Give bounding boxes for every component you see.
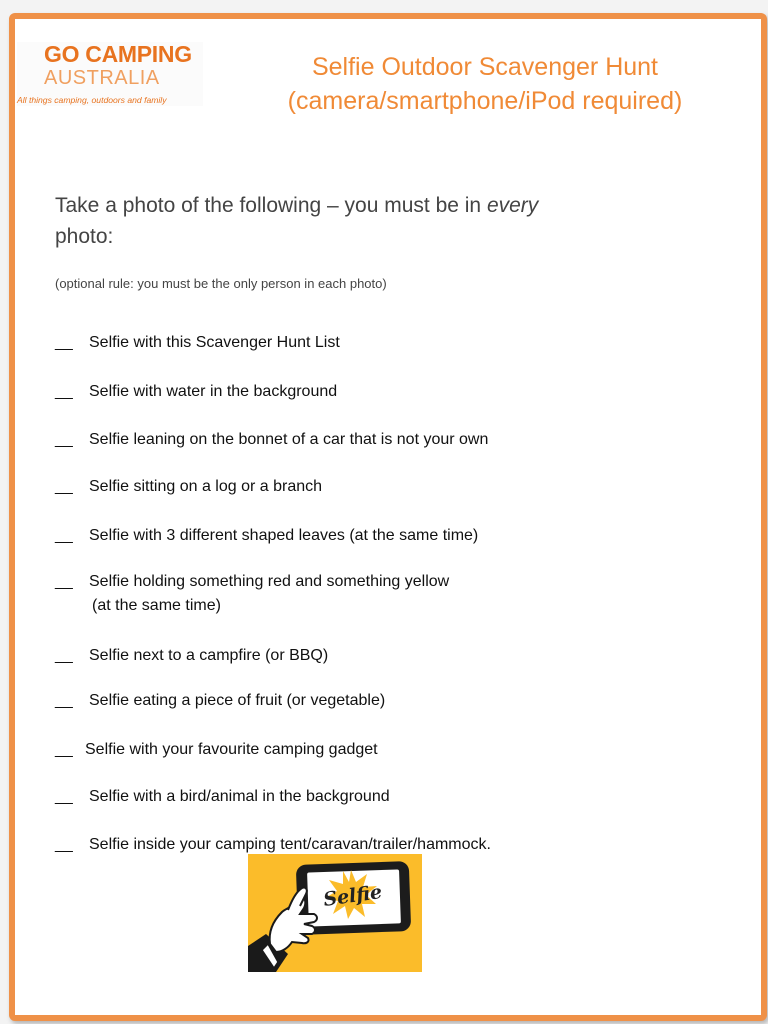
instruction-before: Take a photo of the following – you must be in <box>55 194 487 217</box>
checklist-blank: __ <box>55 741 73 758</box>
checklist-blank: __ <box>55 527 73 544</box>
checklist-blank: __ <box>55 431 73 448</box>
instruction-text <box>55 190 635 252</box>
title-line-2: (camera/smartphone/iPod required) <box>287 87 683 115</box>
checklist-blank: __ <box>55 383 73 400</box>
checklist-text: Selfie with a bird/animal in the background <box>89 788 390 805</box>
optional-rule: (optional rule: you must be the only person in each photo) <box>55 276 387 291</box>
logo-brand: GO CAMPING <box>44 41 192 67</box>
checklist-blank: __ <box>55 836 73 853</box>
checklist-text: Selfie with this Scavenger Hunt List <box>89 334 340 351</box>
checklist-text: Selfie holding something red and something yellow <box>89 573 450 590</box>
logo-brand-sub: AUSTRALIA <box>44 67 160 89</box>
checklist-blank: __ <box>55 478 73 495</box>
checklist-text: Selfie with 3 different shaped leaves (at the same time) <box>89 527 479 544</box>
instruction-after: photo: <box>55 225 114 248</box>
selfie-illustration <box>248 854 422 972</box>
checklist-blank: __ <box>55 647 73 664</box>
checklist-text: Selfie inside your camping tent/caravan/trailer/hammock. <box>89 836 491 853</box>
instruction-emphasis: every <box>486 194 539 217</box>
checklist-text: Selfie sitting on a log or a branch <box>89 478 323 495</box>
title-line-1: Selfie Outdoor Scavenger Hunt <box>311 53 659 81</box>
logo <box>17 42 203 106</box>
checklist-blank: __ <box>55 692 73 709</box>
screen-text: Selfie <box>322 881 384 912</box>
checklist-blank: __ <box>55 573 73 590</box>
page-title <box>265 50 705 118</box>
logo-tagline: All things camping, outdoors and family <box>17 95 167 105</box>
checklist-text: Selfie next to a campfire (or BBQ) <box>89 647 329 664</box>
checklist-text: Selfie leaning on the bonnet of a car that is not your own <box>89 431 489 448</box>
hand-holding-phone-icon <box>248 854 422 972</box>
checklist-blank: __ <box>55 334 73 351</box>
checklist-text: Selfie eating a piece of fruit (or vegetable) <box>89 692 386 709</box>
checklist-text-continued: (at the same time) <box>92 597 221 614</box>
checklist-blank: __ <box>55 788 73 805</box>
checklist-text: Selfie with water in the background <box>89 383 338 400</box>
checklist-text: Selfie with your favourite camping gadget <box>85 741 378 758</box>
